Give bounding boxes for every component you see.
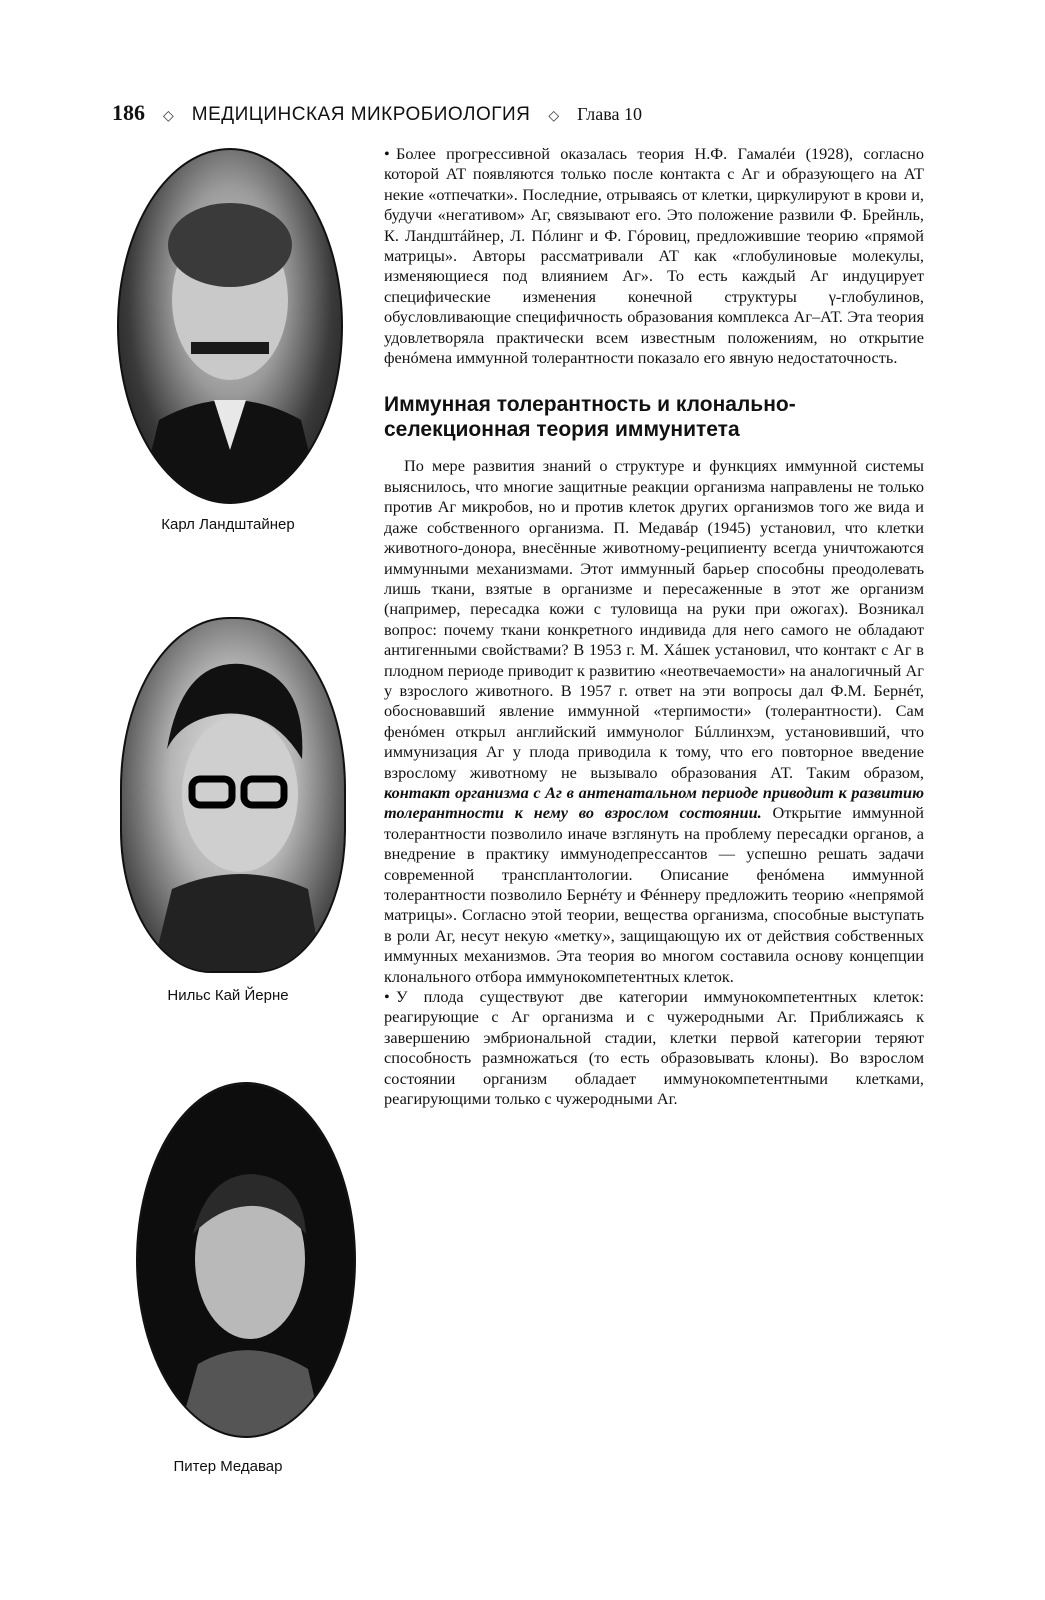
portrait-caption: Питер Медавар [173, 1458, 283, 1475]
text-column [384, 144, 924, 1109]
section-heading: Иммунная толерантность и клонально-селекционная теория иммунитета [384, 393, 796, 442]
portrait-silhouette-icon [122, 619, 344, 971]
page-header [112, 100, 912, 134]
paragraph-text: У плода существуют две категории иммунокомпетентных клеток: реагирующие с Аг организма и с чужеродными Аг. Приближаясь к завершению эмбриональной стадии, клетки первой категории теряют способность размножаться (то есть образовывать клоны). Во взрослом состоянии организм обладает иммунокомпетентными клетками, реагирующими только с чужеродными Аг. [384, 987, 924, 1109]
diamond-separator-icon: ◇ [548, 107, 560, 123]
emphasis-text: контакт организма с Аг в антенатальном периоде приводит к развитию толерантности к нему во взрослом состоянии. [384, 782, 924, 823]
portrait-silhouette-icon [138, 1084, 354, 1436]
paragraph [384, 456, 924, 987]
paragraph-text: Открытие иммунной толерантности позволило иначе взглянуть на проблему пересадки органов, а внедрение в практику иммунодепрессантов — успешно решать задачи современной трансплантологии. Описание фенóмена иммунной толерантности позволило Бернéту и Фéннеру предложить теорию «непрямой матрицы». Согласно этой теории, вещества организма, способные выступать в роли Аг, несут некую «метку», защищающую их от действия собственных иммунных механизмов. Эта теория во многом составила основу концепции клонального отбора иммунокомпетентных клеток. [384, 803, 924, 986]
portrait-jerne [120, 617, 346, 973]
portrait-silhouette-icon [119, 150, 341, 502]
portrait-caption: Нильс Кай Йерне [167, 987, 289, 1004]
diamond-separator-icon: ◇ [163, 107, 174, 123]
paragraph-text: По мере развития знаний о структуре и функциях иммунной системы выяснилось, что многие защитные реакции организма направлены не только против Аг микробов, но и против клеток других организмов того же вида и даже собственного организма. П. Медавáр (1945) установил, что клетки животного-донора, внесённые животному-реципиенту всегда уничтожаются иммунными механизмами. Этот иммунный барьер способны преодолевать лишь ткани, взятые в организме и пересаженные в этот же организм (например, пересадка кожи с туловища на руки при ожогах). Возникал вопрос: почему ткани конкретного индивида для него самого не обладают антигенными свойствами? В 1953 г. М. Хáшек установил, что контакт с Аг в плодном периоде приводит к развитию «неотвечаемости» на аналогичный Аг у взрослого животного. В 1957 г. ответ на эти вопросы дал Ф.М. Бернéт, обосновавший явление иммунной «терпимости» (толерантности). Сам фенóмен открыл английский иммунолог Бúллинхэм, установивший, что иммунизация Аг у плода приводила к тому, что его повторное введение взрослому животному не вызывало образования АТ. Таким образом, [384, 456, 924, 782]
paragraph-text: Более прогрессивной оказалась теория Н.Ф. Гамалéи (1928), согласно которой АТ появляются только после контакта с Аг и образующего на АТ некие «отпечатки». Последние, отрываясь от клетки, циркулируют в крови и, будучи «негативом» Аг, связывают его. Это положение развили Ф. Брейнль, К. Ландштáйнер, Л. Пóлинг и Ф. Гóровиц, предложившие теорию «прямой матрицы». Авторы рассматривали АТ как «глобулиновые молекулы, изменяющиеся под влиянием Аг». То есть каждый Аг индуцирует специфические изменения конечной структуры γ-глобулинов, обусловливающие специфичность образования комплекса Аг–АТ. Эта теория удовлетворяла практически всем известным положениям, но открытие фенóмена иммунной толерантности показало его явную недостаточность. [384, 144, 924, 368]
bullet-icon: • [384, 144, 390, 163]
paragraph [384, 987, 924, 1109]
portrait-landsteiner [117, 148, 343, 504]
chapter-label: Глава 10 [577, 104, 642, 124]
portrait-caption: Карл Ландштайнер [161, 516, 295, 533]
bullet-icon: • [384, 987, 390, 1007]
book-title: МЕДИЦИНСКАЯ МИКРОБИОЛОГИЯ [191, 104, 531, 125]
paragraph [384, 144, 924, 368]
page-number: 186 [112, 100, 145, 125]
portrait-medawar [136, 1082, 356, 1438]
